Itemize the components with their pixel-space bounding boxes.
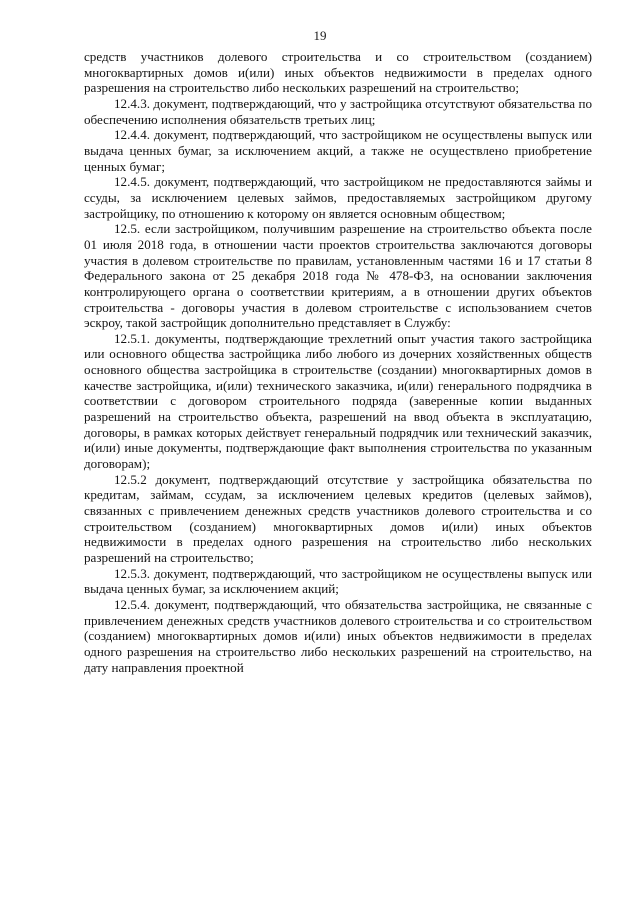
paragraph-12-5-3: 12.5.3. документ, подтверждающий, что застройщиком не осуществлены выпуск или выдача ценных бумаг, за исключением акций; xyxy=(84,565,592,597)
paragraph-12-4-3: 12.4.3. документ, подтверждающий, что у застройщика отсутствуют обязательства по обеспечению исполнения обязательств третьих лиц; xyxy=(84,95,592,127)
paragraph-12-5-2: 12.5.2 документ, подтверждающий отсутствие у застройщика обязательства по кредитам, займам, ссудам, за исключением целевых кредитов (целевых займов), связанных с привлечением денежных средств участников долевого строительства и со строительством (созданием) многоквартирных домов и(или) иных объектов недвижимости в пределах одного разрешения на строительство либо нескольких разрешений на строительство; xyxy=(84,471,592,565)
paragraph-12-5-1: 12.5.1. документы, подтверждающие трехлетний опыт участия такого застройщика или основного общества застройщика либо любого из дочерних хозяйственных обществ основного общества застройщика в строительстве (создании) многоквартирных домов в качестве застройщика, и(или) технического заказчика, и(или) генерального подрядчика в соответствии с договором строительного подряда (заверенные копии выданных разрешений на строительство объекта, разрешений на ввод объекта в эксплуатацию, договоры, в рамках которых действует генеральный подрядчик или технический заказчик, и(или) иные документы, подтверждающие факт выполнения строительства по указанным договорам); xyxy=(84,330,592,472)
paragraph-12-4-5: 12.4.5. документ, подтверждающий, что застройщиком не предоставляются займы и ссуды, за исключением целевых займов, предоставляемых застройщиком другому застройщику, по отношению к которому он является основным обществом; xyxy=(84,174,592,221)
paragraph-continued: средств участников долевого строительства и со строительством (созданием) многоквартирных домов и(или) иных объектов недвижимости в пределах одного разрешения на строительство либо нескольких разрешений на строительство; xyxy=(84,49,592,96)
page-number: 19 xyxy=(313,28,327,43)
paragraph-12-5-4: 12.5.4. документ, подтверждающий, что обязательства застройщика, не связанные с привлечением денежных средств участников долевого строительства и со строительством (созданием) многоквартирных домов и(или) иных объектов недвижимости в пределах одного разрешения на строительство либо нескольких разрешений на строительство, на дату направления проектной xyxy=(84,596,592,675)
document-body xyxy=(84,49,592,675)
paragraph-12-4-4: 12.4.4. документ, подтверждающий, что застройщиком не осуществлены выпуск или выдача ценных бумаг, за исключением акций, а также не осуществлено приобретение ценных бумаг; xyxy=(84,127,592,174)
paragraph-12-5: 12.5. если застройщиком, получившим разрешение на строительство объекта после 01 июля 2018 года, в отношении части проектов строительства заключаются договоры участия в долевом строительстве по правилам, установленным частями 16 и 17 статьи 8 Федерального закона от 25 декабря 2018 года № 478-ФЗ, на основании заключения контролирующего органа о соответствии критериям, а в отношении других объектов строительства - договоры участия в долевом строительстве с использованием счетов эскроу, такой застройщик дополнительно представляет в Службу: xyxy=(84,221,592,331)
